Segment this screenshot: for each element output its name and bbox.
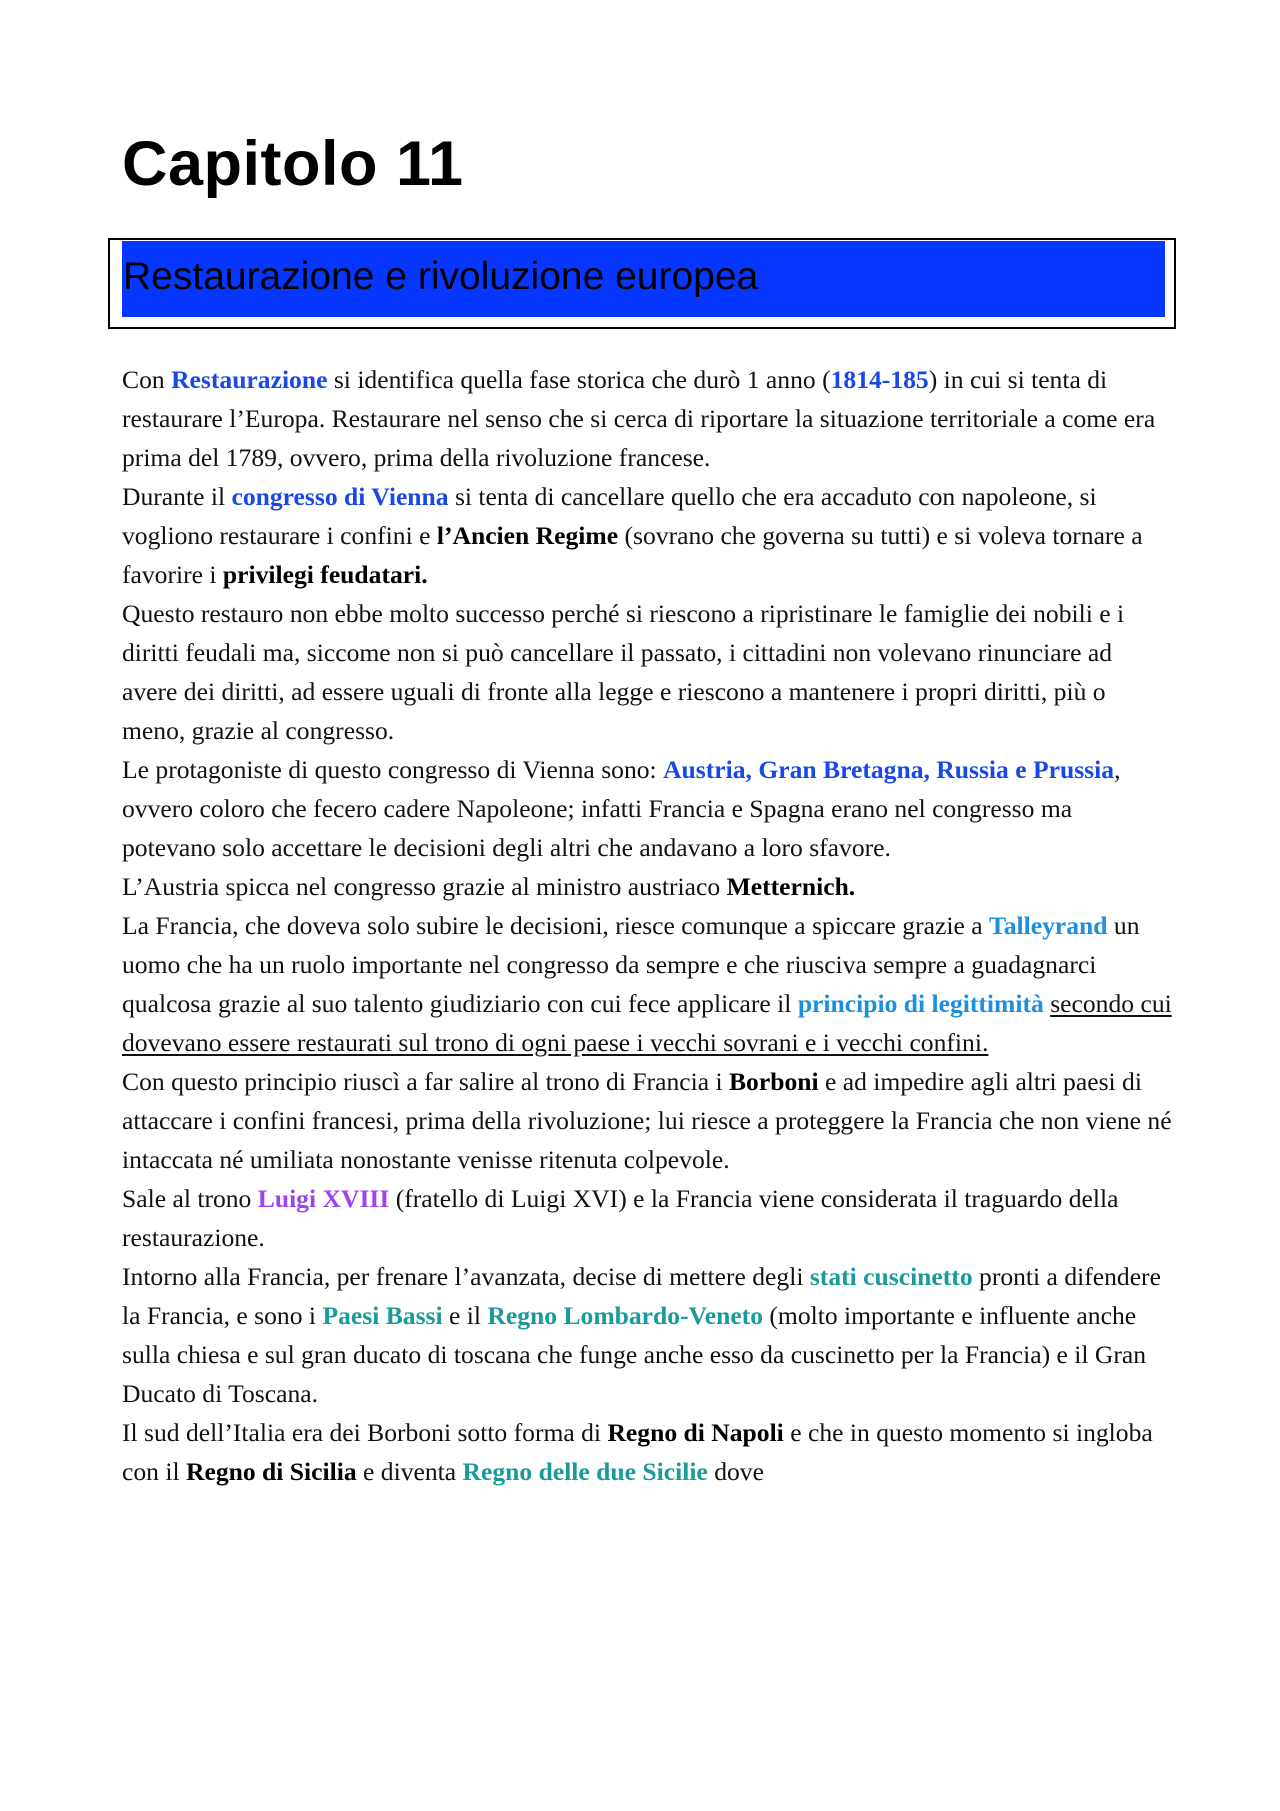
paragraph-francia (122, 906, 1172, 1062)
term-privilegi-feudatari: privilegi feudatari. (222, 560, 428, 589)
term-protagoniste: Austria, Gran Bretagna, Russia e Prussia (663, 755, 1115, 784)
text-run: (fratello di Luigi XVI) e la Francia viene considerata il traguardo della restaurazione. (122, 1184, 1119, 1252)
paragraph-congresso (122, 477, 1172, 594)
text-run: Le protagoniste di questo congresso di Vienna sono: (122, 755, 664, 784)
paragraph-borboni (122, 1062, 1172, 1179)
text-run: (molto importante e influente anche sulla chiesa e sul gran ducato di toscana che funge anche esso da cuscinetto per la Francia) e il Gran Ducato di Toscana. (122, 1301, 1147, 1408)
term-ancien-regime: l’Ancien Regime (436, 521, 619, 550)
text-run: Intorno alla Francia, per frenare l’avanzata, decise di mettere degli (122, 1262, 810, 1291)
paragraph-restauro: Questo restauro non ebbe molto successo perché si riescono a ripristinare le famiglie dei nobili e i diritti feudali ma, siccome non si può cancellare il passato, i cittadini non volevano rinunciare ad avere dei diritti, ad essere uguali di fronte alla legge e riescono a mantenere i propri diritti, più o meno, grazie al congresso. (122, 599, 1125, 745)
paragraph-stati-cuscinetto (122, 1257, 1172, 1413)
text-run: si identifica quella fase storica che durò 1 anno ( (327, 365, 831, 394)
term-regno-lombardo-veneto: Regno Lombardo-Veneto (487, 1301, 763, 1330)
section-title-band (122, 241, 1165, 317)
term-regno-di-napoli: Regno di Napoli (607, 1418, 784, 1447)
text-run: Sale al trono (122, 1184, 258, 1213)
underlined-definition: secondo cui dovevano essere restaurati sul trono di ogni paese i vecchi sovrani e i vecchi confini. (122, 989, 1172, 1057)
text-run: e ad impedire agli altri paesi di attaccare i confini francesi, prima della rivoluzione; lui riesce a proteggere la Francia che non viene né intaccata né umiliata nonostante venisse ritenuta colpevole. (122, 1067, 1172, 1174)
text-run: Con (122, 365, 172, 394)
term-restaurazione: Restaurazione (171, 365, 328, 394)
paragraph-restaurazione (122, 360, 1172, 477)
paragraph-sud-italia (122, 1413, 1172, 1491)
paragraph-austria (122, 867, 1172, 906)
chapter-title: Capitolo 11 (122, 129, 464, 199)
text-run: L’Austria spicca nel congresso grazie al ministro austriaco (122, 872, 727, 901)
section-title: Restaurazione e rivoluzione europea (123, 255, 759, 298)
term-stati-cuscinetto: stati cuscinetto (809, 1262, 973, 1291)
text-run: ) in cui si tenta di restaurare l’Europa. Restaurare nel senso che si cerca di riportare la situazione territoriale a come era prima del 1789, ovvero, prima della rivoluzione francese. (122, 365, 1156, 472)
text-run: Durante il (122, 482, 232, 511)
text-run: e diventa (356, 1457, 463, 1486)
term-borboni: Borboni (728, 1067, 819, 1096)
text-run: pronti a difendere la Francia, e sono i (122, 1262, 1161, 1330)
text-run: La Francia, che doveva solo subire le decisioni, riesce comunque a spiccare grazie a (122, 911, 989, 940)
term-paesi-bassi: Paesi Bassi (322, 1301, 443, 1330)
term-congresso-di-vienna: congresso di Vienna (231, 482, 449, 511)
term-regno-di-sicilia: Regno di Sicilia (185, 1457, 357, 1486)
text-run: , ovvero coloro che fecero cadere Napoleone; infatti Francia e Spagna erano nel congresso ma potevano solo accettare le decisioni degli altri che andavano a loro sfavore. (122, 755, 1121, 862)
text-run: un uomo che ha un ruolo importante nel congresso da sempre e che riusciva sempre a guadagnarci qualcosa grazie al suo talento giudiziario con cui fece applicare il (122, 911, 1140, 1018)
text-run: e il (442, 1301, 488, 1330)
term-regno-delle-due-sicilie: Regno delle due Sicilie (462, 1457, 708, 1486)
term-talleyrand: Talleyrand (988, 911, 1108, 940)
term-luigi-xviii: Luigi XVIII (257, 1184, 390, 1213)
text-run: Con questo principio riuscì a far salire al trono di Francia i (122, 1067, 729, 1096)
text-run: si tenta di cancellare quello che era accaduto con napoleone, si vogliono restaurare i confini e (122, 482, 1097, 550)
paragraph-luigi (122, 1179, 1172, 1257)
paragraph-protagoniste (122, 750, 1172, 867)
text-run: Il sud dell’Italia era dei Borboni sotto forma di (122, 1418, 608, 1447)
text-run: e che in questo momento si ingloba con il (122, 1418, 1153, 1486)
term-dates: 1814-185 (830, 365, 929, 394)
body-text (122, 360, 1172, 1491)
text-run: (sovrano che governa su tutti) e si voleva tornare a favorire i (122, 521, 1143, 589)
term-metternich: Metternich. (726, 872, 856, 901)
text-run: dove (707, 1457, 764, 1486)
term-principio-di-legittimita: principio di legittimità (797, 989, 1044, 1018)
